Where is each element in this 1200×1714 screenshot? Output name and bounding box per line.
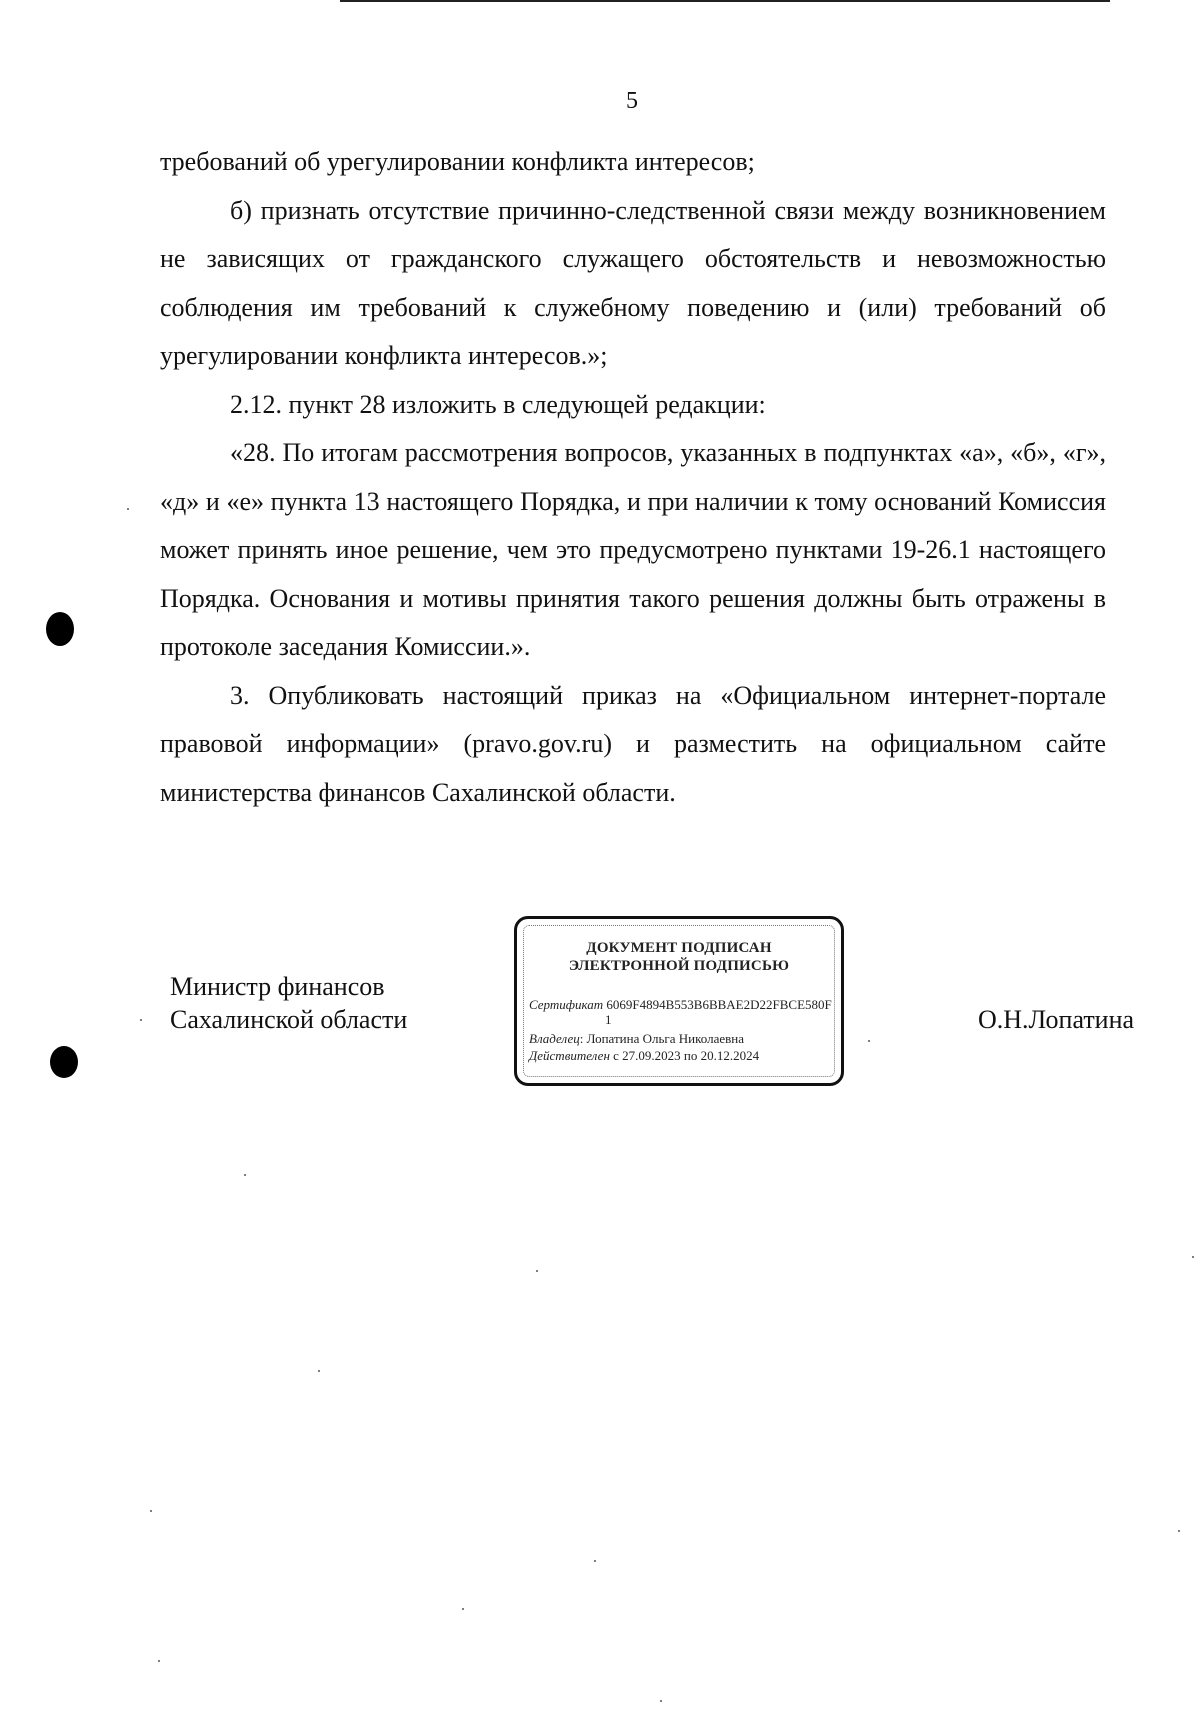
- paragraph: «28. По итогам рассмотрения вопросов, указанных в подпунктах «а», «б», «г», «д» и «е» пункта 13 настоящего Порядка, и при наличии к тому оснований Комиссия может принять иное решение, чем это предусмотрено пунктами 19-26.1 настоящего Порядка. Основания и мотивы принятия такого решения должны быть отражены в протоколе заседания Комиссии.».: [160, 438, 1106, 661]
- scan-speck: [244, 1174, 246, 1176]
- signer-name: О.Н.Лопатина: [978, 1005, 1135, 1034]
- scan-speck: [1192, 1256, 1194, 1258]
- signer-position-line: Сахалинской области: [170, 1005, 408, 1034]
- electronic-signature-stamp: [514, 916, 844, 1086]
- scan-speck: [536, 1270, 538, 1272]
- page-number: 5: [626, 88, 638, 114]
- scan-speck: [594, 1560, 596, 1562]
- stamp-certificate: Сертификат 6069F4894B553B6BBAE2D22FBCE580F: [529, 997, 832, 1012]
- stamp-title: [517, 939, 841, 975]
- scan-speck: [318, 1370, 320, 1372]
- paragraph: 3. Опубликовать настоящий приказ на «Официальном интернет-портале правовой информации» (pravo.gov.ru) и разместить на официальном сайте министерства финансов Сахалинской области.: [160, 680, 1106, 807]
- stamp-certificate-extra: 1: [605, 1012, 612, 1027]
- scan-speck: [140, 1019, 142, 1021]
- paragraph: б) признать отсутствие причинно-следственной связи между возникновением не зависящих от гражданского служащего обстоятельств и невозможностью соблюдения им требований к служебному поведению и (или) требований об урегулировании конфликта интересов.»;: [160, 195, 1106, 370]
- signer-position: [170, 970, 407, 1036]
- stamp-title-line: ДОКУМЕНТ ПОДПИСАН: [586, 940, 772, 956]
- signer-position-line: Министр финансов: [170, 972, 385, 1001]
- hole-punch-mark: [46, 612, 74, 646]
- scan-speck: [158, 1660, 160, 1662]
- scan-speck: [660, 1700, 662, 1702]
- stamp-title-line: ЭЛЕКТРОННОЙ ПОДПИСЬЮ: [568, 958, 790, 974]
- scan-speck: [127, 508, 129, 510]
- top-border-line: [340, 0, 1110, 2]
- hole-punch-mark: [50, 1046, 78, 1078]
- document-body: [160, 138, 1106, 817]
- scan-speck: [868, 1040, 870, 1042]
- stamp-validity: Действителен с 27.09.2023 по 20.12.2024: [529, 1048, 760, 1063]
- paragraph: требований об урегулировании конфликта интересов;: [160, 147, 755, 176]
- scan-speck: [1178, 1530, 1180, 1532]
- paragraph: 2.12. пункт 28 изложить в следующей редакции:: [230, 389, 766, 419]
- stamp-owner: Владелец: Лопатина Ольга Николаевна: [529, 1031, 744, 1046]
- scan-speck: [462, 1608, 464, 1610]
- scan-speck: [150, 1510, 152, 1512]
